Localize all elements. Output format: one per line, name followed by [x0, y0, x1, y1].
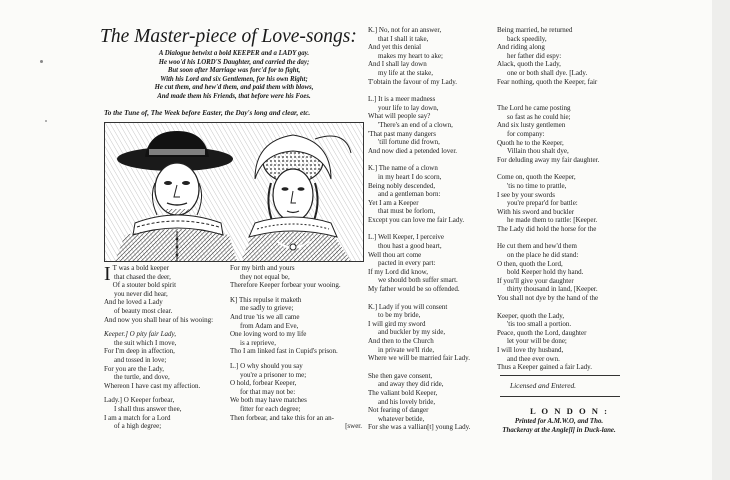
verse-line: he made them to rattle: [Keeper.	[507, 216, 598, 225]
verse-line: Come on, quoth the Keeper,	[497, 173, 576, 182]
verse-line: fitter for each degree;	[240, 404, 301, 413]
verse-line: in my heart I do scorn,	[378, 172, 442, 181]
verse-line: in private we'll ride,	[378, 345, 435, 354]
verse-line: your life to lay down,	[378, 103, 439, 112]
verse-line: Keeper, quoth the Lady,	[497, 311, 565, 320]
verse-line: 'tis no time to prattle,	[507, 181, 567, 190]
verse-line: [swer.	[345, 422, 362, 431]
verse-line: bold Keeper hold thy hand.	[507, 268, 584, 277]
verse-line: thou hast a good heart,	[378, 242, 442, 251]
verse-line: What will people say?	[368, 112, 431, 121]
verse-line: to be my bride,	[378, 311, 421, 320]
subtitle-block	[104, 50, 364, 102]
verse-line: For I'm deep in affection,	[104, 347, 175, 356]
verse-line: thirty thousand in land, [Keeper.	[507, 285, 598, 294]
verse-line: Well thou art come	[368, 250, 422, 259]
verse-line: Not fearing of danger	[368, 406, 429, 415]
subtitle-line: With his Lord and six Gentlemen, for his own Right;	[160, 75, 308, 83]
rule-divider	[500, 396, 620, 397]
verse-line: The valiant bold Keeper,	[368, 388, 438, 397]
verse-line: He cut them and hew'd them	[497, 242, 577, 251]
verse-line: on the place he did stand:	[507, 251, 579, 260]
stanza-gap	[497, 303, 625, 312]
verse-line: me sadly to grieve;	[240, 304, 294, 313]
verse-line: For my birth and yours	[230, 264, 295, 272]
verse-line: and away they did ride,	[378, 380, 444, 389]
verse-line: My father would be so offended.	[368, 285, 460, 294]
verse-line: Thus a Keeper gained a fair Lady.	[497, 363, 592, 372]
verse-line: O hold, forbear Keeper,	[230, 379, 297, 388]
verse-line: and buckler by my side,	[378, 328, 446, 337]
verse-line: For she was a vallian[t] young Lady.	[368, 423, 471, 432]
imprint-line: Thackeray at the Angle[l] in Duck-lane.	[502, 426, 616, 434]
scan-edge	[712, 0, 730, 480]
drop-cap: I	[104, 263, 111, 285]
verse-line: and thee ever own.	[507, 354, 560, 363]
verse-line: we should both suffer smart.	[378, 276, 458, 285]
woodcut-keeper-and-lady-icon	[105, 123, 363, 261]
stanza-gap	[497, 233, 625, 242]
subtitle-line: He cut them, and hew'd them, and paid them with blows,	[154, 84, 314, 92]
verse-line: Lady.] O Keeper forbear,	[104, 396, 175, 405]
verse-line: and his lovely bride,	[378, 397, 436, 406]
verse-column-4	[497, 26, 625, 372]
verse-line: pacted in every part:	[378, 259, 436, 268]
verse-line: You shall not dye by the hand of the	[497, 294, 599, 303]
verse-line: For you are the Lady,	[104, 364, 164, 373]
verse-line: from Adam and Eve,	[240, 321, 299, 330]
verse-line: K.] The name of a clown	[368, 164, 438, 173]
verse-line: And he loved a Lady	[104, 298, 163, 307]
verse-line: For deluding away my fair daughter.	[497, 155, 600, 164]
imprint-line: Printed for A.M.W.O, and Tho.	[514, 418, 604, 425]
verse-line: for company:	[507, 129, 545, 138]
verse-line: And then to the Church	[368, 337, 434, 345]
verse-line: and a gentleman born:	[378, 190, 441, 199]
stanza-gap	[368, 363, 494, 372]
stanza-gap	[497, 164, 625, 173]
rule-divider	[500, 375, 620, 376]
verse-line: that chased the deer,	[114, 272, 171, 281]
verse-line: And six lusty gentlemen	[497, 121, 566, 130]
scan-speck	[40, 60, 43, 63]
verse-line: back speedily,	[507, 34, 547, 43]
verse-line: One loving word to my life	[230, 330, 307, 339]
verse-line: Peace, quoth the Lord, daughter	[497, 328, 587, 337]
verse-line: for that may not be:	[240, 387, 296, 396]
stanza-gap	[368, 86, 494, 95]
verse-line: And riding along	[497, 43, 545, 52]
subtitle-line: But soon after Marriage was forc'd for to fight,	[167, 67, 301, 75]
verse-line: Villain thou shalt dye,	[507, 147, 569, 156]
verse-line: T'obtain the favour of my Lady.	[368, 77, 458, 86]
verse-line: 'That past many dangers	[368, 129, 436, 138]
verse-line: With his sword and buckler	[497, 207, 575, 216]
subtitle-line: And made them his Friends, that before were his Foes.	[157, 92, 311, 100]
stanza-gap	[368, 294, 494, 303]
verse-line: 'tis too small a portion.	[507, 320, 572, 329]
verse-line: And now you shall hear of his wooing:	[104, 315, 214, 324]
verse-line: Keeper.] O pity fair Lady,	[104, 330, 176, 339]
verse-line: K.] No, not for an answer,	[368, 26, 442, 34]
verse-line: The Lord he came posting	[497, 104, 571, 113]
verse-line: whatever betide,	[378, 414, 425, 423]
verse-line: Alack, quoth the Lady,	[497, 60, 561, 69]
verse-line: you're prepar'd for battle:	[507, 199, 578, 208]
verse-line: Whereon I have cast my affection.	[104, 381, 201, 390]
verse-line: they not equal be,	[240, 272, 290, 281]
verse-line: my life at the stake,	[378, 68, 434, 77]
verse-line: I will love thy husband,	[497, 346, 564, 354]
verse-line: the suit which I move,	[114, 338, 177, 347]
verse-line: L.] O why should you say	[230, 361, 303, 370]
verse-line: Being married, he returned	[497, 26, 573, 34]
verse-line: If my Lord did know,	[368, 267, 429, 276]
verse-line: makes my heart to ake;	[378, 51, 443, 60]
verse-line: And true 'tis we all came	[230, 312, 300, 321]
verse-line: O then, quoth the Lord,	[497, 259, 563, 268]
stanza-gap	[368, 224, 494, 233]
verse-line: and tossed in love;	[114, 355, 167, 364]
verse-column-1	[104, 264, 226, 431]
verse-column-2	[230, 264, 366, 431]
verse-line: of a high degree;	[114, 422, 162, 431]
stanza-gap	[497, 86, 625, 104]
verse-line: one or both shall dye. [Lady.	[507, 68, 588, 77]
licensed-notice: Licensed and Entered.	[510, 381, 577, 390]
verse-line: We both may have matches	[230, 396, 307, 405]
imprint-city: L O N D O N :	[530, 406, 609, 416]
verse-line: let your will be done;	[507, 337, 567, 346]
verse-line: The Lady did hold the horse for the	[497, 224, 597, 233]
verse-line: Where we will be married fair Lady.	[368, 354, 470, 363]
verse-line: the turtle, and dove,	[114, 373, 170, 382]
verse-line: Except you can love me fair Lady.	[368, 215, 465, 224]
verse-line: Of a stouter bold spirit	[112, 281, 177, 290]
verse-line: Tho I am linked fast in Cupid's prison.	[230, 347, 338, 356]
verse-line: so fast as he could hie;	[507, 112, 571, 121]
verse-line: is a reprieve,	[240, 338, 276, 347]
verse-line: Then forbear, and take this for an an-	[230, 413, 334, 422]
verse-line: Quoth he to the Keeper,	[497, 138, 564, 147]
verse-line: her father did espy:	[507, 51, 562, 60]
stanza-gap	[368, 155, 494, 164]
verse-line: I see by your swords	[497, 190, 555, 199]
verse-line: I shall thus answer thee,	[114, 404, 182, 413]
verse-line: Therefore Keeper forbear your wooing.	[230, 281, 341, 290]
verse-text: T was a bold keeper	[112, 264, 169, 272]
verse-line: She then gave consent,	[368, 371, 433, 380]
verse-line: you never did hear,	[114, 289, 168, 298]
page-title: The Master-piece of Love-songs:	[100, 26, 357, 47]
verse-line: And now died a petended lover.	[368, 146, 458, 155]
verse-line: Being nobly descended,	[368, 181, 436, 190]
verse-line: 'There's an end of a clown,	[378, 120, 453, 129]
verse-line: 'till fortune did frown,	[378, 138, 440, 147]
verse-line: of beauty most clear.	[114, 306, 173, 315]
verse-line: If you'll give your daughter	[497, 276, 574, 285]
verse-line: Fear nothing, quoth the Keeper, fair	[497, 77, 598, 86]
verse-line: that I shall it take,	[378, 34, 429, 43]
verse-line: you're a prisoner to me;	[240, 370, 307, 379]
woodcut-illustration	[104, 122, 364, 262]
verse-line: K] This repulse it maketh	[230, 295, 302, 304]
tune-line: To the Tune of, The Week before Easter, the Day's long and clear, etc.	[104, 109, 311, 117]
verse-line: And yet this denial	[368, 43, 422, 52]
subtitle-line: He woo'd his LORD'S Daughter, and carried the day;	[158, 58, 310, 66]
verse-column-3	[368, 26, 494, 432]
scan-speck	[45, 120, 47, 122]
subtitle-line: A Dialogue betwixt a bold KEEPER and a LADY gay.	[158, 50, 310, 57]
verse-line: L.] Well Keeper, I perceive	[368, 233, 444, 242]
verse-line: I will gird my sword	[368, 319, 426, 328]
verse-line: K.] Lady if you will consent	[368, 302, 448, 311]
verse-line: Yet I am a Keeper	[368, 198, 419, 207]
verse-line: And I shall lay down	[368, 60, 427, 69]
verse-line: that must be forlorn,	[378, 207, 436, 216]
imprint-printer	[497, 418, 621, 435]
verse-line: I am a match for a Lord	[104, 413, 171, 422]
verse-line: L.] It is a meer madness	[368, 95, 436, 104]
